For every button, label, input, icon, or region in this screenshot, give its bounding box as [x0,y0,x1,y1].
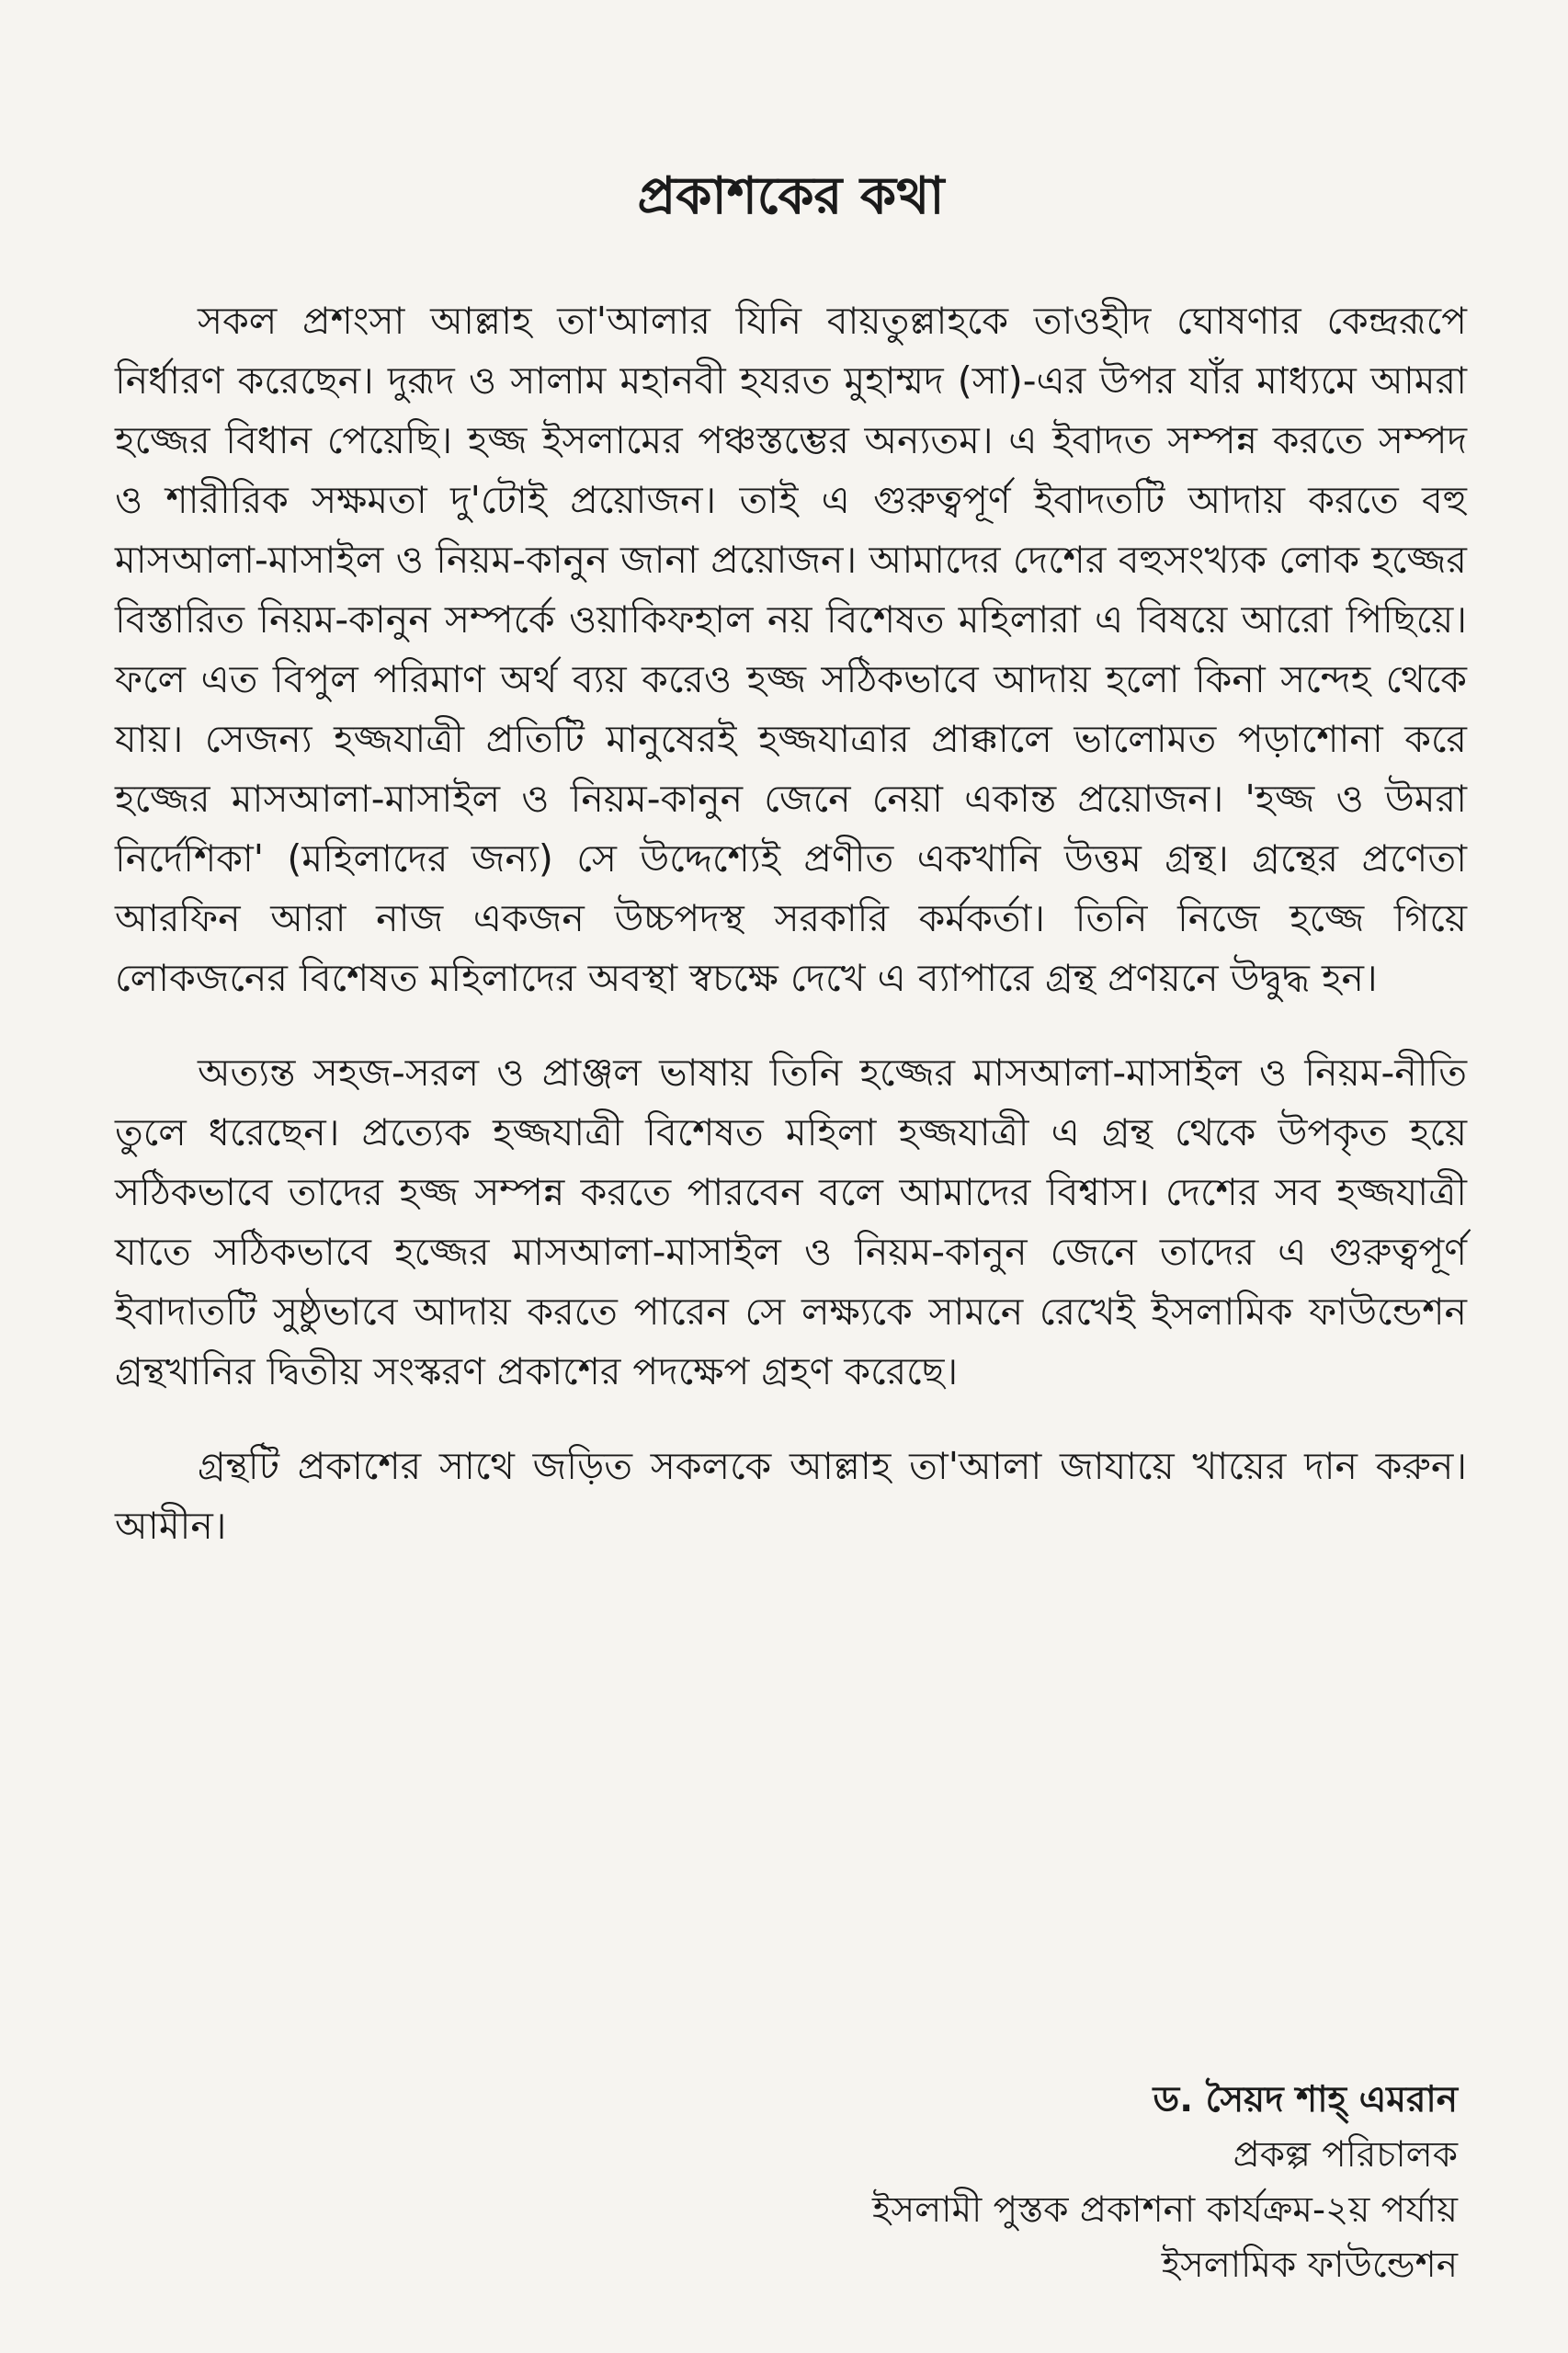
signatory-designation: প্রকল্প পরিচালক [1233,2134,1458,2176]
signatory-program: ইসলামী পুস্তক প্রকাশনা কার্যক্রম-২য় পর্যায় [872,2189,1458,2231]
paragraph-content: অত্যন্ত সহজ-সরল ও প্রাঞ্জল ভাষায় তিনি হজ্জের মাসআলা-মাসাইল ও নিয়ম-নীতি তুলে ধরেছেন। প্রত্যেক হজ্জযাত্রী বিশেষত মহিলা হজ্জযাত্রী এ গ্রন্থ থেকে উপকৃত হয়ে সঠিকভাবে তাদের হজ্জ সম্পন্ন করতে পারবেন বলে আমাদের বিশ্বাস। দেশের সব হজ্জযাত্রী যাতে সঠিকভাবে হজ্জের মাসআলা-মাসাইল ও নিয়ম-কানুন জেনে তাদের এ গুরুত্বপূর্ণ ইবাদাতটি সুষ্ঠুভাবে আদায় করতে পারেন সে লক্ষ্যকে সামনে রেখেই ইসলামিক ফাউন্ডেশন গ্রন্থখানির দ্বিতীয় সংস্করণ প্রকাশের পদক্ষেপ গ্রহণ করেছে। [115,1051,1467,1394]
page-title: প্রকাশকের কথা [637,166,945,226]
signature-block [872,2073,1458,2293]
paragraph-closing: গ্রন্থটি প্রকাশের সাথে জড়িত সকলকে আল্লাহ তা'আলা জাযায়ে খায়ের দান করুন। আমীন। [115,1444,1467,1549]
paragraph-intro: সকল প্রশংসা আল্লাহ তা'আলার যিনি বায়তুল্লাহকে তাওহীদ ঘোষণার কেন্দ্ররূপে নির্ধারণ করেছেন। দুরূদ ও সালাম মহানবী হযরত মুহাম্মদ (সা)-এর উপর যাঁর মাধ্যমে আমরা হজ্জের বিধান পেয়েছি। হজ্জ ইসলামের পঞ্চস্তম্ভের অন্যতম। এ ইবাদত সম্পন্ন করতে সম্পদ ও শারীরিক সক্ষমতা দু'টোই প্রয়োজন। তাই এ গুরুত্বপূর্ণ ইবাদতটি আদায় করতে বহু মাসআলা-মাসাইল ও নিয়ম-কানুন জানা প্রয়োজন। আমাদের দেশের বহুসংখ্যক লোক হজ্জের বিস্তারিত নিয়ম-কানুন সম্পর্কে ওয়াকিফহাল নয় বিশেষত মহিলারা এ বিষয়ে আরো পিছিয়ে। ফলে এত বিপুল পরিমাণ অর্থ ব্যয় করেও হজ্জ সঠিকভাবে আদায় হলো কিনা সন্দেহ থেকে যায়। সেজন্য হজ্জযাত্রী প্রতিটি মানুষেরই হজ্জযাত্রার প্রাক্কালে ভালোমত পড়াশোনা করে হজ্জের মাসআলা-মাসাইল ও নিয়ম-কানুন জেনে নেয়া একান্ত প্রয়োজন। 'হজ্জ ও উমরা নির্দেশিকা' (মহিলাদের জন্য) সে উদ্দেশ্যেই প্রণীত একখানি উত্তম গ্রন্থ। গ্রন্থের প্রণেতা আরফিন আরা নাজ একজন উচ্চপদস্থ সরকারি কর্মকর্তা। তিনি নিজে হজ্জে গিয়ে লোকজনের বিশেষত মহিলাদের অবস্থা স্বচক্ষে দেখে এ ব্যাপারে গ্রন্থ প্রণয়নে উদ্বুদ্ধ হন। [115,299,1467,1001]
signatory-name: ড. সৈয়দ শাহ্ এমরান [1153,2079,1458,2120]
signatory-organization: ইসলামিক ফাউন্ডেশন [1161,2245,1458,2286]
